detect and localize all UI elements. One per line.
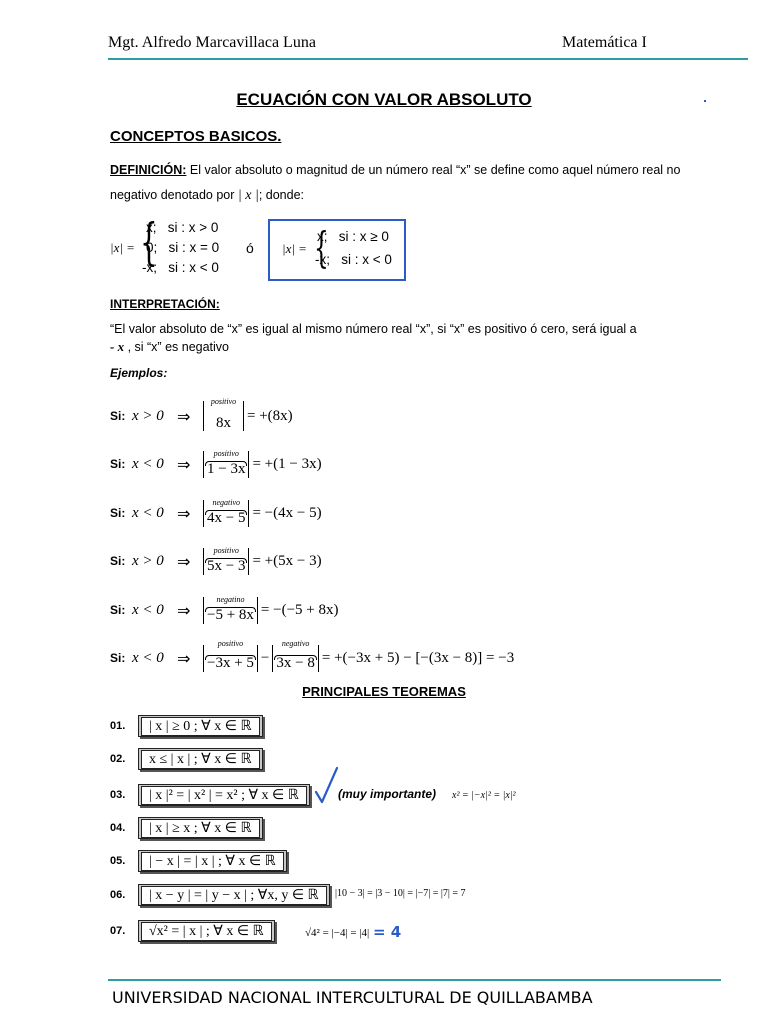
overbrace: [205, 655, 256, 660]
checkmark-icon: [314, 766, 340, 808]
definition-line-1: [110, 163, 681, 177]
inner-expression: 4x − 5: [207, 509, 246, 526]
sign-label-2: negativo: [281, 638, 310, 648]
interpretation-line-1: “El valor absoluto de “x” es igual al mismo número real “x”, si “x” es positivo ó cero, será igual a: [110, 322, 637, 336]
example-note-07: √4² = |−4| = |4|: [305, 927, 370, 939]
interpretation-text-2: , si “x” es negativo: [127, 340, 230, 354]
important-note: (muy importante): [338, 787, 437, 801]
theorem-05: [110, 848, 287, 874]
theorem-formula: | x | ≥ 0 ; ∀ x ∈ ℝ: [141, 717, 260, 736]
theorem-03: [110, 782, 310, 808]
si-label: Si:: [110, 651, 126, 665]
result: = +(1 − 3x): [252, 455, 322, 472]
result: = +(5x − 3): [252, 552, 322, 569]
handwritten-result: = 4: [373, 923, 402, 941]
result: = −(−5 + 8x): [260, 601, 339, 618]
theorem-box: [138, 784, 310, 806]
boxed-row-2: -x; si : x < 0: [315, 252, 392, 267]
identity-note: x² = |−x|² = |x|²: [452, 790, 516, 801]
theorem-formula: | x | ≥ x ; ∀ x ∈ ℝ: [141, 819, 260, 838]
overbrace: [274, 655, 316, 660]
header-author: Mgt. Alfredo Marcavillaca Luna: [108, 34, 316, 51]
inner-expression: −5 + 8x: [207, 606, 254, 623]
si-label: Si:: [110, 409, 126, 423]
minus-sign: −: [260, 649, 270, 666]
absolute-value-expression: [203, 545, 249, 575]
implies-arrow: ⇒: [177, 503, 191, 523]
piecewise-lhs: |x| =: [110, 240, 135, 255]
theorem-06: [110, 882, 330, 908]
overbrace: [205, 607, 256, 612]
overbrace: [205, 510, 247, 515]
definition-label: DEFINICIÓN:: [110, 163, 187, 177]
case-row-3: -x; si : x < 0: [142, 260, 219, 275]
sign-label-1: positivo: [217, 638, 244, 648]
sign-label: positivo: [213, 448, 239, 458]
definition-line-2: [110, 188, 304, 204]
case-row-2: 0; si : x = 0: [146, 240, 220, 255]
theorem-02: [110, 746, 263, 772]
absolute-value-expression-1: [203, 638, 258, 672]
si-label: Si:: [110, 554, 126, 568]
theorem-box: [138, 715, 263, 737]
condition: x < 0: [132, 601, 164, 618]
concepts-heading: CONCEPTOS BASICOS.: [110, 128, 282, 145]
theorem-formula: | x − y | = | y − x | ; ∀x, y ∈ ℝ: [141, 886, 327, 905]
condition: x < 0: [132, 455, 164, 472]
theorem-box: [138, 884, 330, 906]
inner-expression-1: −3x + 5: [207, 654, 254, 671]
implies-arrow: ⇒: [177, 648, 191, 668]
footer-rule: [108, 979, 721, 981]
sign-label: positivo: [210, 397, 237, 406]
definition-text-1: El valor absoluto o magnitud de un número real “x” se define como aquel número real no: [189, 163, 681, 177]
boxed-brace: {: [314, 223, 329, 272]
sign-label: negatino: [216, 594, 245, 604]
implies-arrow: ⇒: [177, 454, 191, 474]
theorem-number: 05.: [110, 855, 126, 867]
abs-symbol: | x |: [237, 188, 259, 203]
absolute-value-expression: [203, 448, 249, 478]
theorem-formula: | − x | = | x | ; ∀ x ∈ ℝ: [141, 852, 284, 871]
theorem-number: 01.: [110, 720, 126, 732]
theorem-box: [138, 748, 263, 770]
case-row-1: x; si : x > 0: [146, 220, 219, 235]
implies-arrow: ⇒: [177, 551, 191, 571]
result: = −(4x − 5): [252, 504, 322, 521]
example-note-06: |10 − 3| = |3 − 10| = |−7| = |7| = 7: [335, 888, 466, 899]
absolute-value-expression-2: [272, 638, 318, 672]
inner-expression: 8x: [216, 415, 231, 431]
example-row-2: [110, 444, 322, 484]
header-rule: [108, 58, 748, 60]
examples-label: Ejemplos:: [110, 366, 168, 380]
absolute-value-expression: [203, 594, 258, 624]
example-row-4: [110, 541, 322, 581]
theorem-04: [110, 815, 263, 841]
implies-arrow: ⇒: [177, 406, 191, 426]
overbrace: [205, 461, 247, 466]
left-brace: {: [140, 213, 158, 271]
theorem-number: 06.: [110, 889, 126, 901]
condition: x < 0: [132, 504, 164, 521]
example-row-6: [110, 638, 514, 678]
theorem-number: 03.: [110, 789, 126, 801]
header-course: Matemática I: [562, 34, 647, 51]
theorem-box: [138, 920, 275, 942]
interpretation-line-2: [110, 339, 229, 355]
absolute-value-expression: [203, 497, 249, 527]
si-label: Si:: [110, 603, 126, 617]
theorem-01: [110, 713, 263, 739]
theorem-07: [110, 918, 275, 944]
definition-text-2b: ; donde:: [258, 188, 305, 202]
implies-arrow: ⇒: [177, 600, 191, 620]
footer-university: UNIVERSIDAD NACIONAL INTERCULTURAL DE QUILLABAMBA: [112, 988, 593, 1007]
theorem-formula: | x |² = | x² | = x² ; ∀ x ∈ ℝ: [141, 786, 307, 805]
sign-label: negativo: [212, 497, 240, 507]
theorem-box: [138, 817, 263, 839]
overbrace: [205, 558, 247, 563]
inner-expression-2: 3x − 8: [276, 654, 315, 671]
theorem-number: 02.: [110, 753, 126, 765]
page-title: ECUACIÓN CON VALOR ABSOLUTO: [236, 90, 532, 109]
theorem-box: [138, 850, 287, 872]
condition: x < 0: [132, 649, 164, 666]
absolute-value-expression: [203, 397, 244, 431]
negative-x: - x: [110, 339, 125, 354]
highlighted-definition-box: [268, 219, 406, 281]
example-row-3: [110, 493, 322, 533]
result: = +(8x): [247, 407, 293, 424]
inner-expression: 5x − 3: [207, 557, 246, 574]
example-row-1: [110, 396, 293, 436]
example-row-5: [110, 590, 339, 630]
theorem-formula: x ≤ | x | ; ∀ x ∈ ℝ: [141, 750, 260, 769]
si-label: Si:: [110, 506, 126, 520]
sign-label: positivo: [213, 545, 239, 555]
or-text: ó: [246, 240, 254, 256]
condition: x > 0: [132, 407, 164, 424]
interpretation-heading: INTERPRETACIÓN:: [110, 297, 220, 311]
boxed-row-1: x; si : x ≥ 0: [317, 229, 389, 244]
theorem-number: 07.: [110, 925, 126, 937]
definition-text-2a: negativo denotado por: [110, 188, 235, 202]
boxed-lhs: |x| =: [282, 241, 307, 256]
condition: x > 0: [132, 552, 164, 569]
theorem-number: 04.: [110, 822, 126, 834]
si-label: Si:: [110, 457, 126, 471]
theorems-heading: PRINCIPALES TEOREMAS: [302, 684, 466, 699]
stray-dot: [704, 100, 706, 102]
theorem-formula: √x² = | x | ; ∀ x ∈ ℝ: [141, 922, 272, 941]
inner-expression: 1 − 3x: [207, 460, 246, 477]
result: = +(−3x + 5) − [−(3x − 8)] = −3: [321, 649, 515, 666]
